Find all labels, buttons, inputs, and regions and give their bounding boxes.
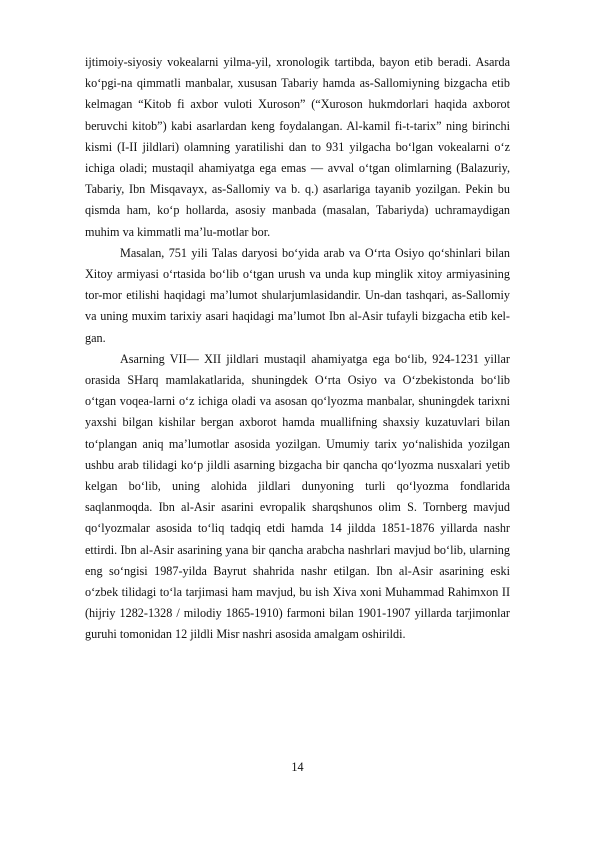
paragraph-1: ijtimoiy-siyosiy vokealarni yilma-yil, xronologik tartibda, bayon etib beradi. Asarda ko‘pgi-na qimmatli manbalar, xususan Tabariy hamda as-Sallomiyning bizgacha etib kelmagan “Kitob fi axbor vuloti Xuroson” (“Xuroson hukmdorlari haqida axborot beruvchi kitob”) kabi asarlardan keng foydalangan. Al-kamil fi-t-tarix” ning birinchi kismi (I-II jildlari) olamning yaratilishi dan to 931 yilgacha bo‘lgan vokealarni o‘z ichiga oladi; mustaqil ahamiyatga ega emas — avval o‘tgan olimlarning (Balazuriy, Tabariy, Ibn Misqavayx, as-Sallomiy va b. q.) asarlariga tayanib yozilgan. Pekin bu qismda ham, ko‘p hollarda, asosiy manbada (masalan, Tabariyda) uchramaydigan muhim va kimmatli ma’lu-motlar bor. (85, 55, 510, 239)
paragraph-2: Masalan, 751 yili Talas daryosi bo‘yida arab va O‘rta Osiyo qo‘shinlari bilan Xitoy armiyasi o‘rtasida bo‘lib o‘tgan urush va unda kup minglik xitoy armiyasining tor-mor etilishi haqidagi ma’lumot shularjumlasidandir. Un-dan tashqari, as-Sallomiy va uning muxim tarixiy asari haqidagi ma’lumot Ibn al-Asir tufayli bizgacha etib kel-gan. (85, 245, 510, 345)
paragraph-3: Asarning VII— XII jildlari mustaqil ahamiyatga ega bo‘lib, 924-1231 yillar orasida SHarq mamlakatlarida, shuningdek O‘rta Osiyo va O‘zbekistonda bo‘lib o‘tgan voqea-larni o‘z ichiga oladi va asosan qo‘lyozma manbalar, shuningdek tarixni yaxshi bilgan kishilar bergan axborot hamda muallifning shaxsiy kuzatuvlari bilan to‘plangan aniq ma’lumotlar asosida yozilgan. Umumiy tarix yo‘nalishida yozilgan ushbu arab tilidagi ko‘p jildli asarning bizgacha bir qancha qo‘lyozma nusxalari yetib kelgan bo‘lib, uning alohida jildlari dunyoning turli qo‘lyozma fondlarida saqlanmoqda. Ibn al-Asir asarini evropalik sharqshunos olim S. Tornberg mavjud qo‘lyozmalar asosida to‘liq tadqiq etdi hamda 14 jildda 1851-1876 yillarda nashr ettirdi. Ibn al-Asir asarining yana bir qancha arabcha nashrlari mavjud bo‘lib, ularning eng so‘ngisi 1987-yilda Bayrut shahrida nashr etilgan. Ibn al-Asir asarining eski o‘zbek tilidagi to‘la tarjimasi ham mavjud, bu ish Xiva xoni Muhammad Rahimxon II (hijriy 1282-1328 / milodiy 1865-1910) farmoni bilan 1901-1907 yillarda tarjimonlar guruhi tomonidan 12 jildli Misr nashri asosida amalgam oshirildi. (85, 351, 510, 642)
body-text (85, 52, 510, 646)
page-number: 14 (291, 760, 304, 774)
